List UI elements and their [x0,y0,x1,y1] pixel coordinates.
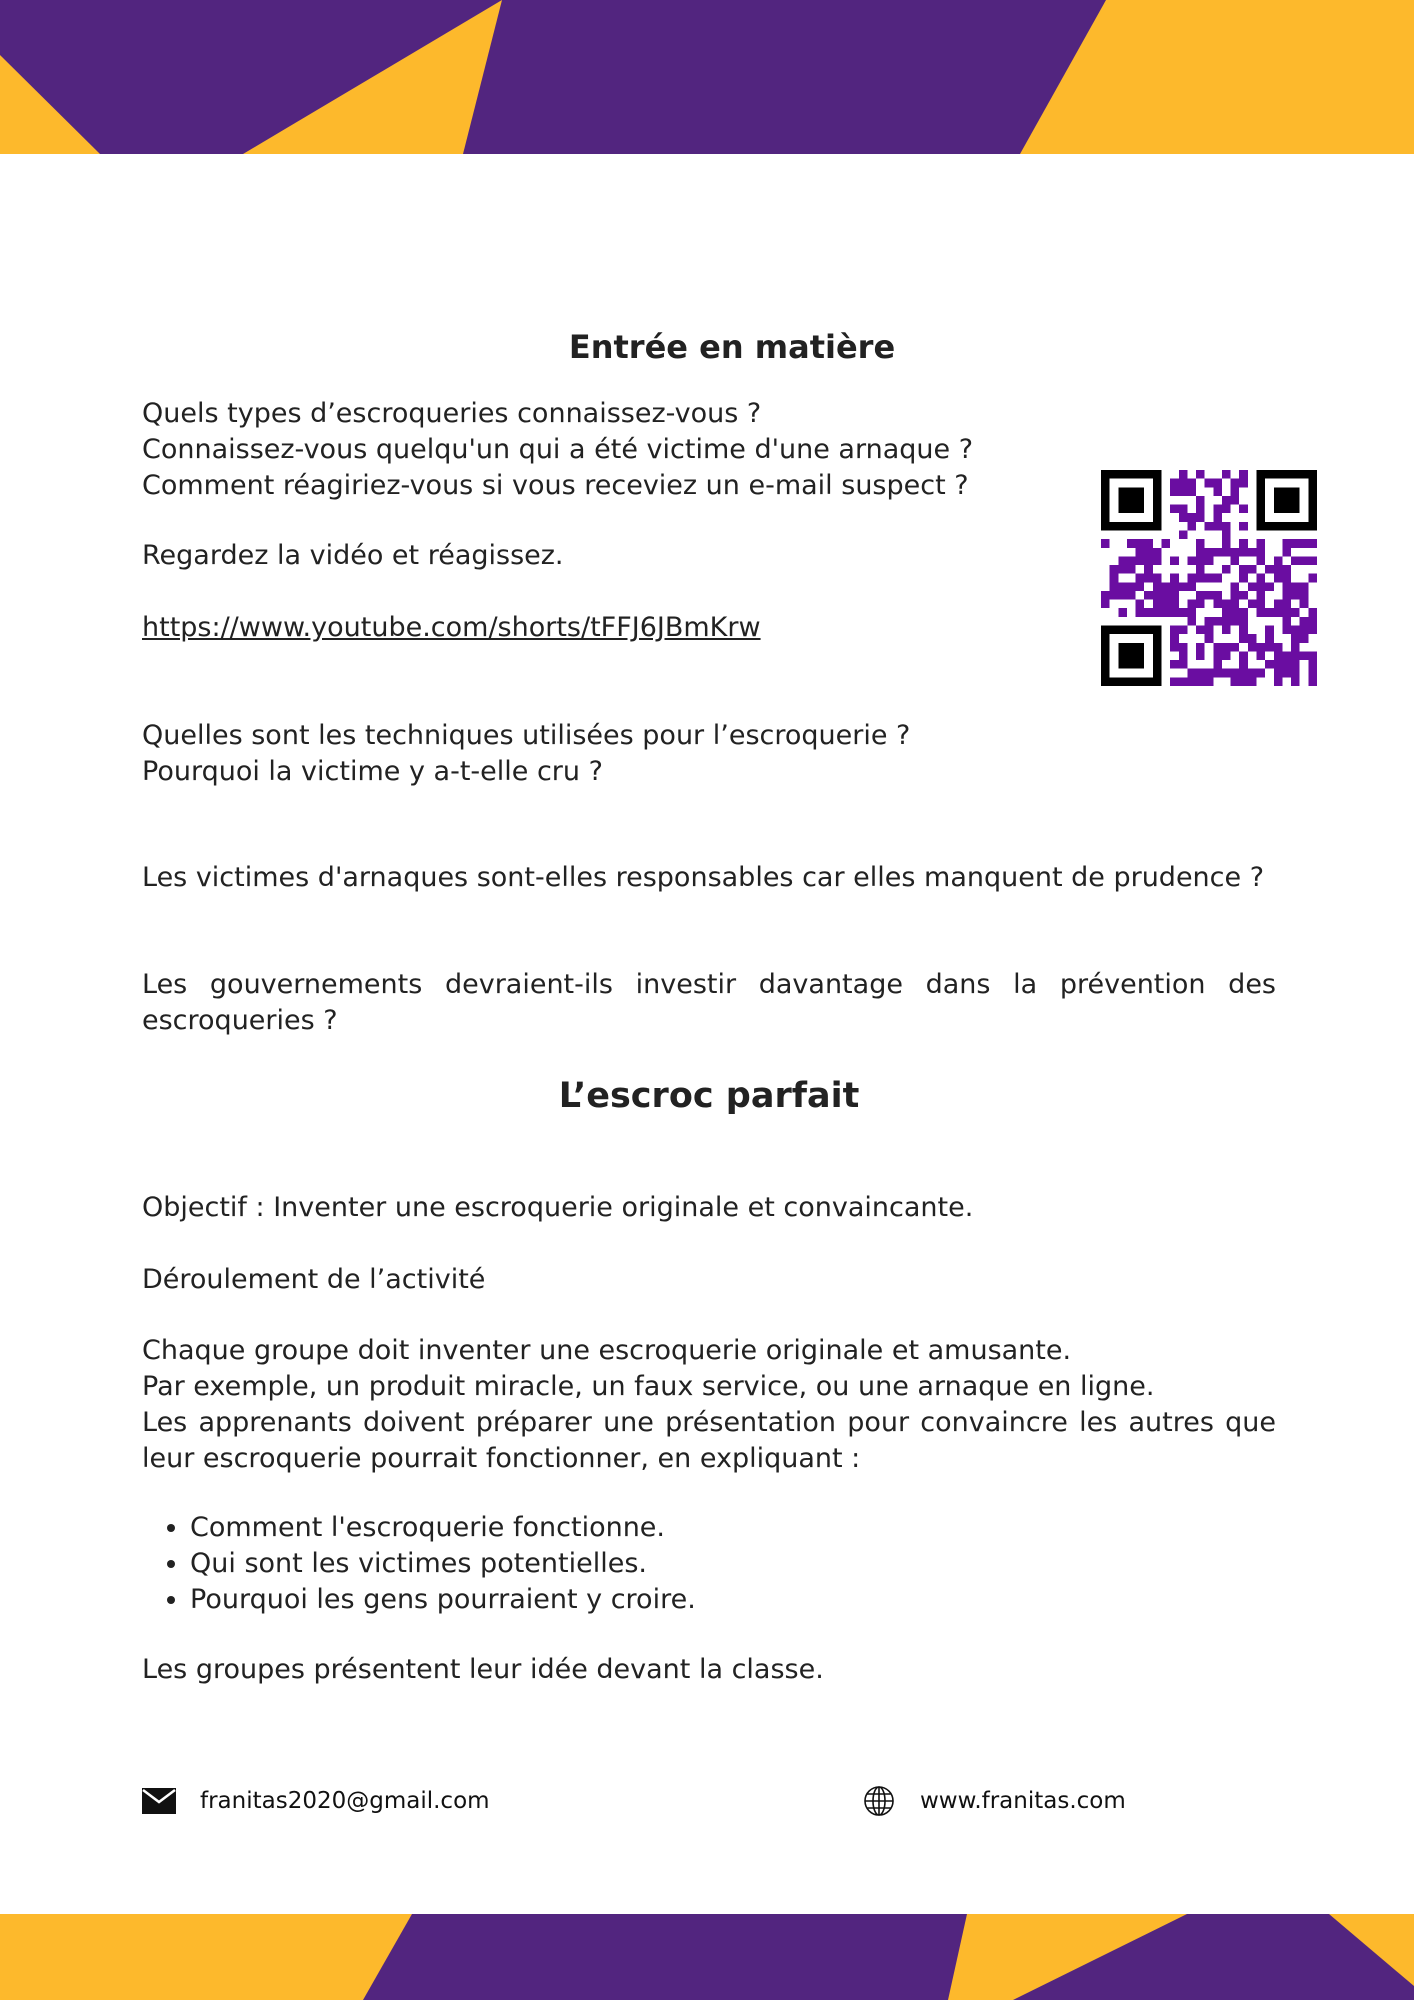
qr-module [1136,600,1145,609]
list-item: • Comment l'escroquerie fonctionne. [190,1510,696,1546]
qr-module [1187,669,1196,678]
qr-module [1231,548,1240,557]
qr-module [1179,530,1188,539]
qr-module [1205,548,1214,557]
qr-module [1144,574,1153,583]
qr-module [1282,591,1291,600]
qr-module [1213,669,1222,678]
qr-module [1274,565,1283,574]
qr-module [1127,565,1136,574]
qr-module [1308,677,1317,686]
qr-module [1222,470,1231,479]
qr-module [1213,643,1222,652]
qr-module [1213,617,1222,626]
qr-module [1196,565,1205,574]
qr-module [1136,608,1145,617]
qr-module [1153,600,1162,609]
qr-module [1179,479,1188,488]
qr-module [1196,669,1205,678]
qr-module [1136,556,1145,565]
qr-module [1179,505,1188,514]
qr-module [1291,643,1300,652]
qr-module [1222,548,1231,557]
qr-module [1308,539,1317,548]
qr-module [1161,600,1170,609]
qr-module [1222,643,1231,652]
qr-module [1213,479,1222,488]
qr-module [1300,600,1309,609]
qr-module [1282,582,1291,591]
question-line: Comment réagiriez-vous si vous receviez un e-mail suspect ? [142,470,969,501]
qr-module [1205,677,1214,686]
video-link-paragraph [142,610,761,646]
qr-module [1308,608,1317,617]
closing-text: Les groupes présentent leur idée devant la classe. [142,1654,824,1685]
watch-instruction: Regardez la vidéo et réagissez. [142,540,564,571]
qr-module [1257,600,1266,609]
qr-module [1239,669,1248,678]
qr-module [1179,660,1188,669]
qr-module [1222,539,1231,548]
qr-module [1257,539,1266,548]
qr-module [1274,643,1283,652]
qr-module [1144,608,1153,617]
qr-module [1110,582,1119,591]
qr-module [1291,582,1300,591]
qr-module [1239,470,1248,479]
qr-module [1136,539,1145,548]
qr-module [1274,600,1283,609]
qr-module [1170,600,1179,609]
qr-module [1265,608,1274,617]
qr-module [1239,539,1248,548]
qr-module [1179,677,1188,686]
qr-module [1231,591,1240,600]
qr-module [1196,600,1205,609]
deroulement-heading: Déroulement de l’activité [142,1264,486,1295]
qr-module [1257,591,1266,600]
qr-module [1187,556,1196,565]
qr-module [1222,565,1231,574]
qr-module [1265,660,1274,669]
qr-module [1187,513,1196,522]
qr-module [1196,548,1205,557]
qr-module [1110,565,1119,574]
qr-module [1196,677,1205,686]
qr-module [1222,651,1231,660]
qr-module [1257,556,1266,565]
qr-module [1144,539,1153,548]
qr-module [1170,626,1179,635]
qr-module [1282,669,1291,678]
email-text: franitas2020@gmail.com [200,1788,490,1814]
qr-module [1282,651,1291,660]
followup-questions [142,718,910,790]
qr-module [1239,660,1248,669]
qr-module [1187,522,1196,531]
qr-module [1257,582,1266,591]
qr-module [1291,669,1300,678]
criteria-list [142,1510,696,1618]
qr-module [1231,677,1240,686]
qr-module [1118,582,1127,591]
qr-module [1170,574,1179,583]
qr-module [1222,496,1231,505]
qr-module [1239,522,1248,531]
qr-module [1308,651,1317,660]
qr-module [1144,565,1153,574]
qr-module [1222,608,1231,617]
qr-module [1274,608,1283,617]
qr-module [1291,591,1300,600]
qr-module [1248,643,1257,652]
qr-module [1153,574,1162,583]
qr-module [1231,669,1240,678]
qr-module [1248,548,1257,557]
qr-module [1196,496,1205,505]
qr-module [1101,539,1110,548]
qr-module [1205,522,1214,531]
qr-module [1187,600,1196,609]
qr-module [1257,651,1266,660]
qr-module [1136,548,1145,557]
qr-module [1222,669,1231,678]
objective-text: Objectif : Inventer une escroquerie originale et convaincante. [142,1192,974,1223]
qr-module [1282,565,1291,574]
qr-module [1239,651,1248,660]
qr-module [1153,556,1162,565]
qr-code[interactable] [1101,470,1317,686]
qr-module [1231,487,1240,496]
qr-module [1291,539,1300,548]
qr-module [1161,608,1170,617]
qr-module [1127,591,1136,600]
qr-module [1179,582,1188,591]
qr-module [1187,479,1196,488]
qr-module [1179,470,1188,479]
qr-module [1239,574,1248,583]
section-title-escroc: L’escroc parfait [558,1076,860,1116]
qr-module [1257,548,1266,557]
qr-module [1153,548,1162,557]
qr-module [1213,513,1222,522]
qr-module [1248,565,1257,574]
qr-module [1179,608,1188,617]
qr-module [1239,479,1248,488]
qr-module [1282,626,1291,635]
qr-module [1187,487,1196,496]
qr-module [1110,574,1119,583]
envelope-icon [142,1784,176,1818]
qr-module [1274,669,1283,678]
qr-module [1127,556,1136,565]
intro-questions [142,396,973,504]
qr-module [1144,556,1153,565]
qr-module [1248,582,1257,591]
instruction-line: Chaque groupe doit inventer une escroquerie originale et amusante. [142,1335,1072,1366]
qr-module [1205,617,1214,626]
qr-module [1153,582,1162,591]
qr-module [1300,626,1309,635]
contact-website[interactable] [862,1784,1126,1818]
qr-module [1231,600,1240,609]
qr-module [1205,556,1214,565]
qr-module [1291,651,1300,660]
qr-module [1231,608,1240,617]
qr-module [1248,600,1257,609]
qr-module [1291,677,1300,686]
qr-module [1118,556,1127,565]
qr-module [1248,669,1257,678]
qr-module [1213,591,1222,600]
qr-module [1265,565,1274,574]
qr-module [1291,556,1300,565]
qr-module [1196,539,1205,548]
qr-module [1282,539,1291,548]
qr-module [1205,669,1214,678]
qr-module [1170,643,1179,652]
qr-module [1161,582,1170,591]
qr-module [1136,582,1145,591]
qr-module [1179,651,1188,660]
qr-module [1187,608,1196,617]
qr-module [1265,582,1274,591]
qr-module [1187,617,1196,626]
qr-module [1274,677,1283,686]
qr-module [1187,677,1196,686]
qr-module [1205,591,1214,600]
qr-module [1308,574,1317,583]
qr-module [1274,651,1283,660]
qr-module [1265,643,1274,652]
qr-module [1127,539,1136,548]
qr-module [1265,634,1274,643]
top-decorative-banner [0,0,1414,154]
qr-module [1170,634,1179,643]
qr-module [1196,626,1205,635]
qr-module [1300,617,1309,626]
qr-module [1187,582,1196,591]
qr-module [1257,608,1266,617]
qr-module [1248,677,1257,686]
qr-module [1291,608,1300,617]
qr-module [1300,582,1309,591]
youtube-video-link[interactable]: https://www.youtube.com/shorts/tFFJ6JBmKrw [142,612,761,643]
debate-question-2: Les gouvernements devraient-ils investir davantage dans la prévention des escroqueries ? [142,969,1276,1036]
qr-module [1222,600,1231,609]
qr-module [1110,591,1119,600]
qr-module [1239,548,1248,557]
qr-module [1196,591,1205,600]
qr-module [1179,513,1188,522]
qr-module [1274,660,1283,669]
qr-module [1308,556,1317,565]
qr-module [1213,505,1222,514]
qr-module [1118,608,1127,617]
qr-module [1170,677,1179,686]
qr-module [1257,574,1266,583]
qr-module [1300,634,1309,643]
question-line: Quelles sont les techniques utilisées pour l’escroquerie ? [142,720,911,751]
qr-module [1222,505,1231,514]
qr-module [1239,608,1248,617]
qr-module [1213,574,1222,583]
qr-module [1231,643,1240,652]
qr-module [1170,556,1179,565]
qr-module [1187,574,1196,583]
qr-module [1231,617,1240,626]
qr-module [1308,669,1317,678]
qr-module [1291,660,1300,669]
qr-module [1196,574,1205,583]
instructions-paragraph [142,1333,1276,1477]
qr-module [1196,556,1205,565]
qr-module [1136,574,1145,583]
qr-module [1222,617,1231,626]
qr-module [1196,513,1205,522]
globe-icon [862,1784,896,1818]
qr-module [1127,582,1136,591]
qr-module [1153,608,1162,617]
qr-module [1170,660,1179,669]
qr-module [1265,626,1274,635]
qr-module [1196,470,1205,479]
qr-module [1239,565,1248,574]
qr-module [1101,591,1110,600]
qr-module [1179,626,1188,635]
qr-module [1239,591,1248,600]
qr-module [1196,643,1205,652]
qr-module [1205,479,1214,488]
question-line: Connaissez-vous quelqu'un qui a été victime d'une arnaque ? [142,434,974,465]
qr-module [1144,591,1153,600]
qr-module [1205,634,1214,643]
qr-module [1213,548,1222,557]
qr-module [1118,565,1127,574]
qr-module [1300,539,1309,548]
qr-module [1282,608,1291,617]
qr-module [1196,651,1205,660]
instruction-line: Les apprenants doivent préparer une présentation pour convaincre les autres que leur escroquerie pourrait fonctionner, en expliquant : [142,1407,1276,1474]
qr-module [1213,600,1222,609]
qr-module [1239,677,1248,686]
qr-module [1213,522,1222,531]
qr-module [1205,574,1214,583]
qr-module [1222,626,1231,635]
qr-module [1179,487,1188,496]
qr-module [1170,479,1179,488]
qr-module [1257,669,1266,678]
qr-module [1170,591,1179,600]
qr-module [1231,496,1240,505]
qr-module [1239,505,1248,514]
contact-email[interactable] [142,1784,490,1818]
qr-module [1231,479,1240,488]
qr-module [1282,660,1291,669]
qr-module [1308,660,1317,669]
qr-module [1231,582,1240,591]
qr-module [1101,600,1110,609]
qr-module [1291,626,1300,635]
qr-module [1282,548,1291,557]
qr-module [1170,608,1179,617]
bottom-decorative-banner [0,1914,1414,2000]
qr-module [1213,660,1222,669]
qr-module [1222,530,1231,539]
section-title-entree: Entrée en matière [568,328,896,366]
qr-module [1282,574,1291,583]
qr-module [1170,582,1179,591]
question-line: Quels types d’escroqueries connaissez-vous ? [142,398,762,429]
instruction-line: Par exemple, un produit miracle, un faux service, ou une arnaque en ligne. [142,1371,1155,1402]
qr-module [1291,634,1300,643]
qr-module [1161,591,1170,600]
qr-module [1274,556,1283,565]
qr-module [1239,634,1248,643]
qr-module [1179,643,1188,652]
qr-module [1300,556,1309,565]
qr-module [1282,617,1291,626]
qr-module [1222,522,1231,531]
qr-module [1300,591,1309,600]
qr-module [1282,600,1291,609]
qr-module [1170,487,1179,496]
qr-module [1231,556,1240,565]
question-line: Pourquoi la victime y a-t-elle cru ? [142,756,603,787]
qr-module [1144,548,1153,557]
qr-module [1248,634,1257,643]
qr-module [1196,505,1205,514]
qr-module [1170,505,1179,514]
qr-module [1308,617,1317,626]
list-item: • Pourquoi les gens pourraient y croire. [190,1582,696,1618]
qr-module [1213,651,1222,660]
qr-module [1300,651,1309,660]
qr-module [1205,626,1214,635]
debate-question-1: Les victimes d'arnaques sont-elles responsables car elles manquent de prudence ? [142,862,1265,893]
website-text: www.franitas.com [920,1788,1126,1814]
qr-module [1274,574,1283,583]
qr-module [1239,626,1248,635]
qr-module [1213,487,1222,496]
qr-module [1239,617,1248,626]
qr-module [1153,591,1162,600]
qr-module [1308,626,1317,635]
qr-module [1118,591,1127,600]
qr-module [1161,539,1170,548]
list-item: • Qui sont les victimes potentielles. [190,1546,696,1582]
qr-module [1257,643,1266,652]
